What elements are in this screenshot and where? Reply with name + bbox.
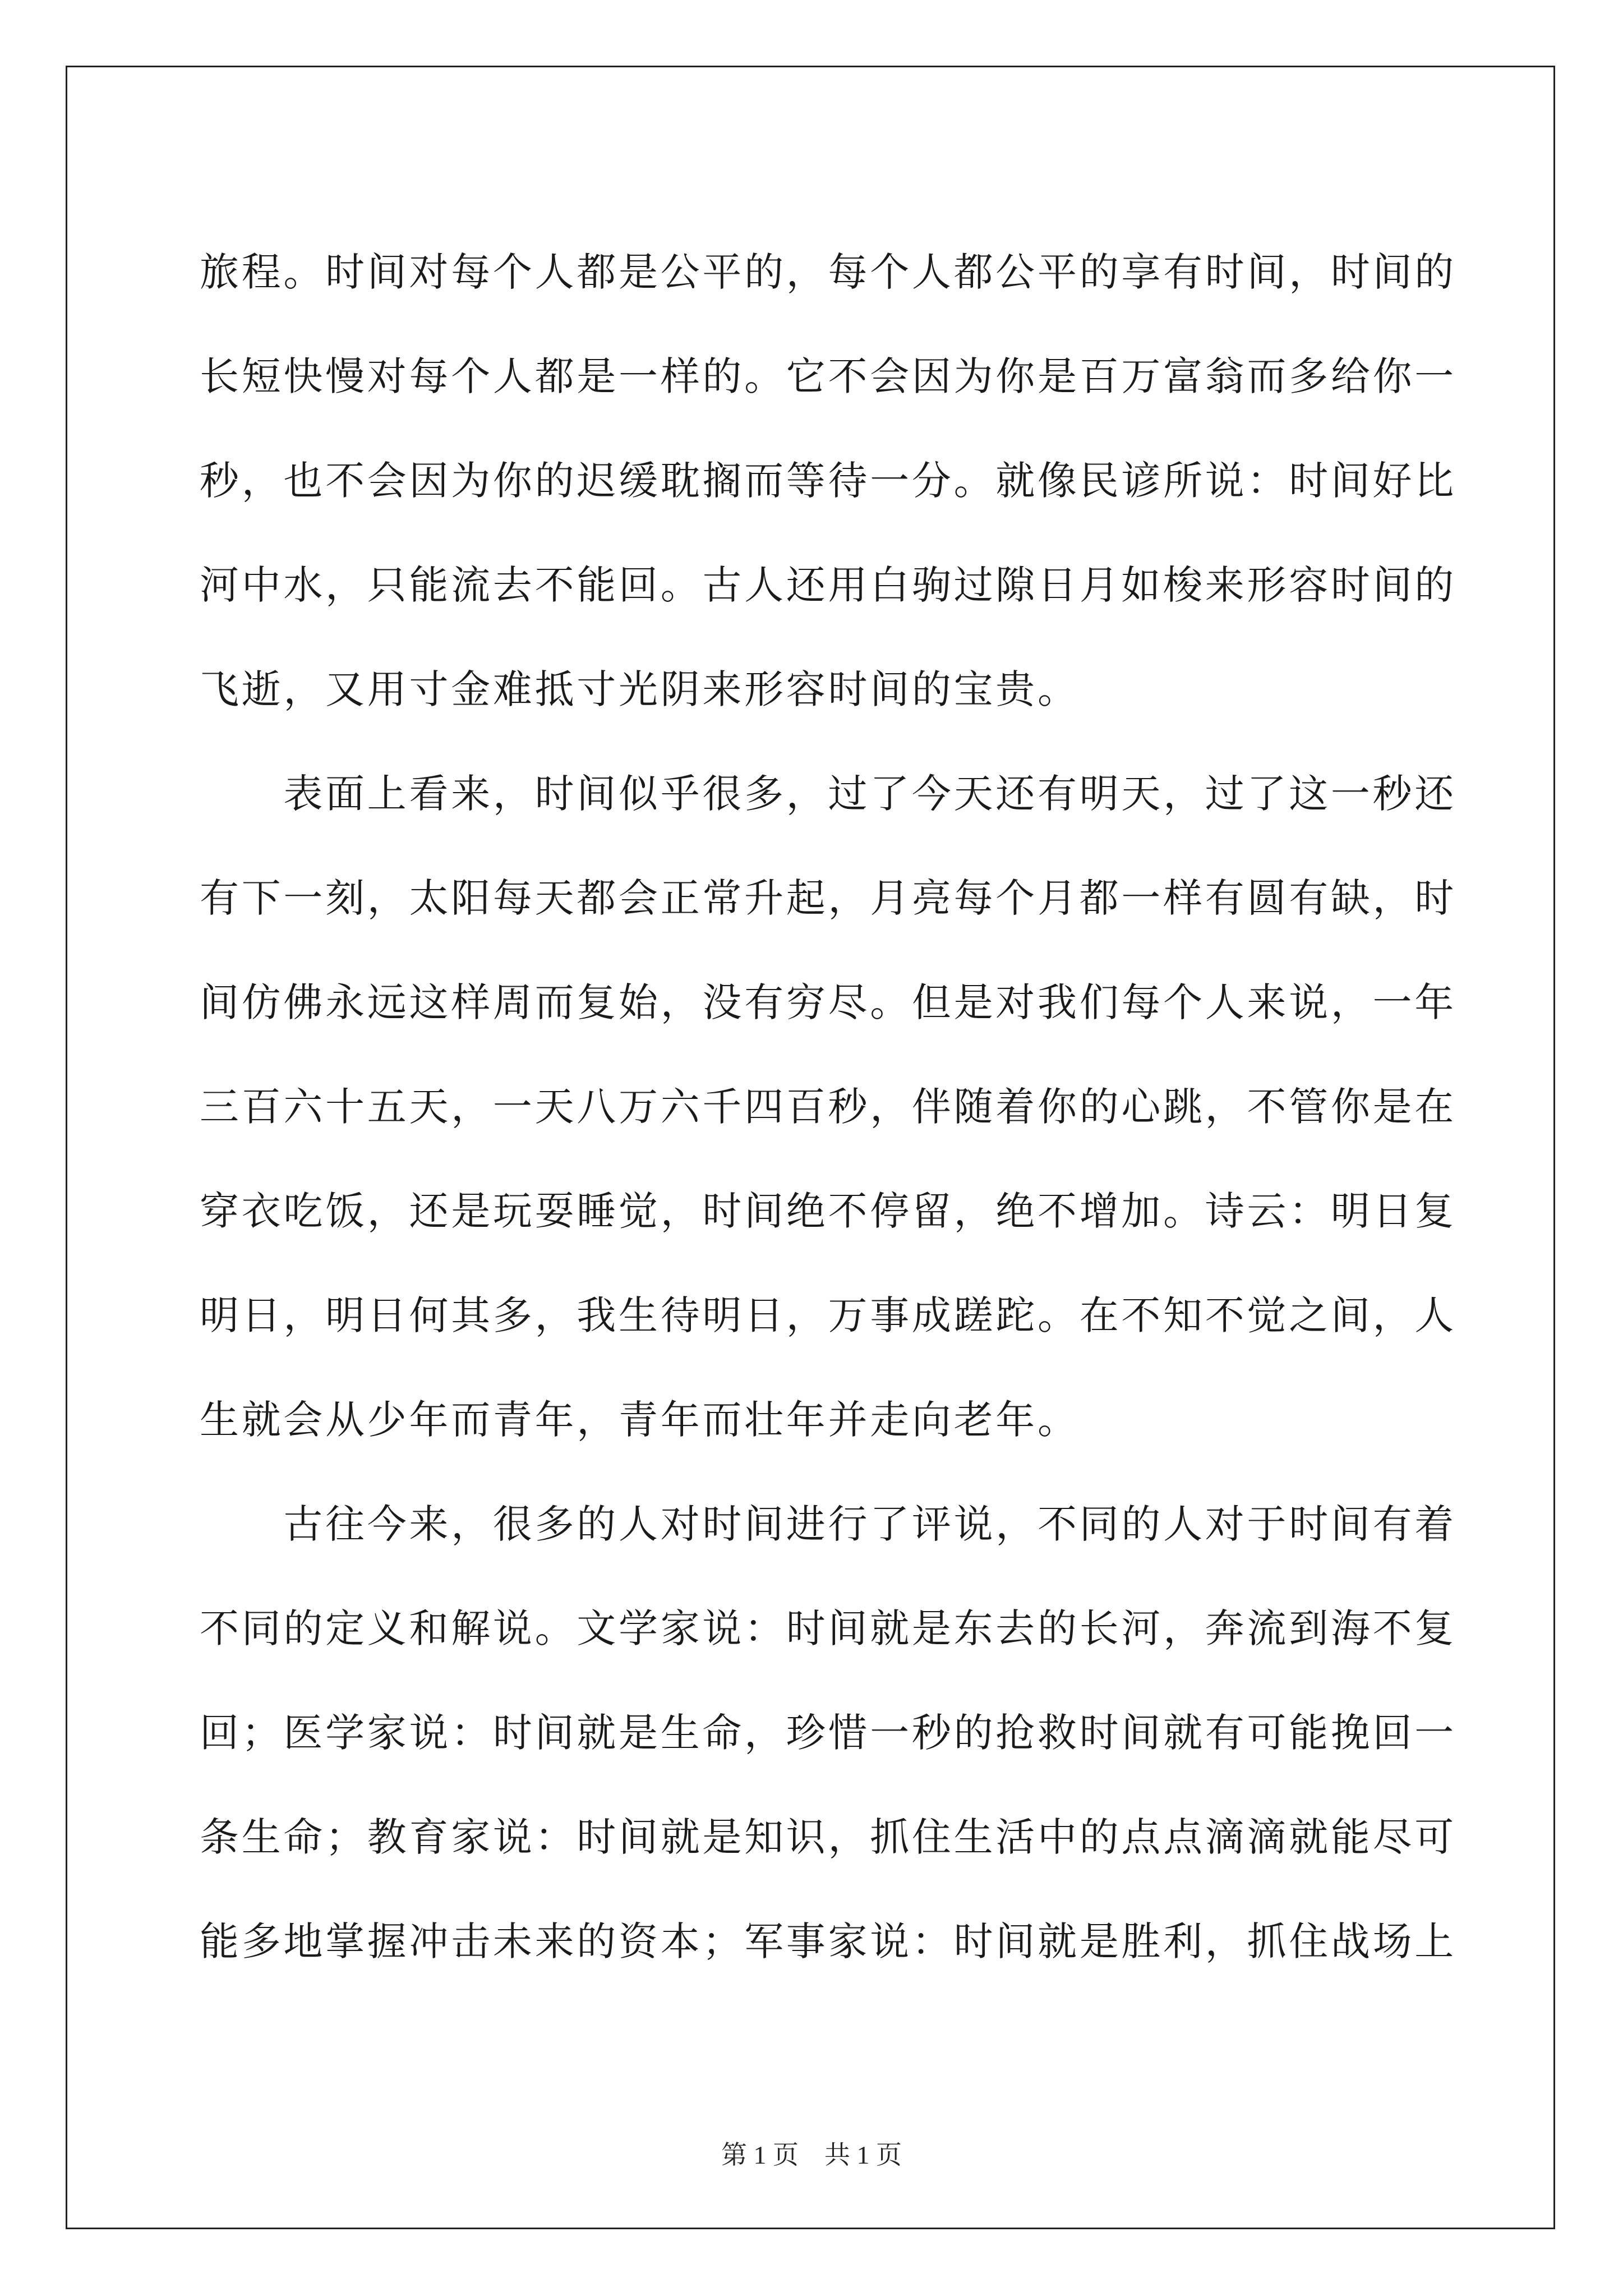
text-line: 有下一刻，太阳每天都会正常升起，月亮每个月都一样有圆有缺，时 — [200, 875, 1456, 921]
text-line: 条生命；教育家说：时间就是知识，抓住生活中的点点滴滴就能尽可 — [200, 1814, 1456, 1860]
text-line: 生就会从少年而青年，青年而壮年并走向老年。 — [200, 1397, 1080, 1443]
page-footer — [0, 2138, 1623, 2172]
text-line: 秒，也不会因为你的迟缓耽搁而等待一分。就像民谚所说：时间好比 — [200, 458, 1456, 504]
text-line: 河中水，只能流去不能回。古人还用白驹过隙日月如梭来形容时间的 — [200, 562, 1456, 608]
text-line: 回；医学家说：时间就是生命，珍惜一秒的抢救时间就有可能挽回一 — [200, 1710, 1456, 1756]
text-line: 能多地掌握冲击未来的资本；军事家说：时间就是胜利，抓住战场上 — [200, 1918, 1456, 1964]
text-line: 长短快慢对每个人都是一样的。它不会因为你是百万富翁而多给你一 — [200, 353, 1456, 399]
text-line: 旅程。时间对每个人都是公平的，每个人都公平的享有时间，时间的 — [200, 249, 1456, 295]
document-body — [200, 220, 1456, 1994]
text-line: 不同的定义和解说。文学家说：时间就是东去的长河，奔流到海不复 — [200, 1605, 1456, 1651]
text-line: 间仿佛永远这样周而复始，没有穷尽。但是对我们每个人来说，一年 — [200, 979, 1456, 1025]
text-line: 飞逝，又用寸金难抵寸光阴来形容时间的宝贵。 — [200, 666, 1080, 712]
text-line: 三百六十五天，一天八万六千四百秒，伴随着你的心跳，不管你是在 — [200, 1084, 1456, 1130]
text-line: 古往今来，很多的人对时间进行了评说，不同的人对于时间有着 — [200, 1501, 1456, 1547]
page-number: 第 1 页 共 1 页 — [721, 2141, 902, 2169]
text-line: 明日，明日何其多，我生待明日，万事成蹉跎。在不知不觉之间，人 — [200, 1292, 1456, 1338]
text-line: 穿衣吃饭，还是玩耍睡觉，时间绝不停留，绝不增加。诗云：明日复 — [200, 1188, 1456, 1234]
text-line: 表面上看来，时间似乎很多，过了今天还有明天，过了这一秒还 — [200, 771, 1456, 817]
